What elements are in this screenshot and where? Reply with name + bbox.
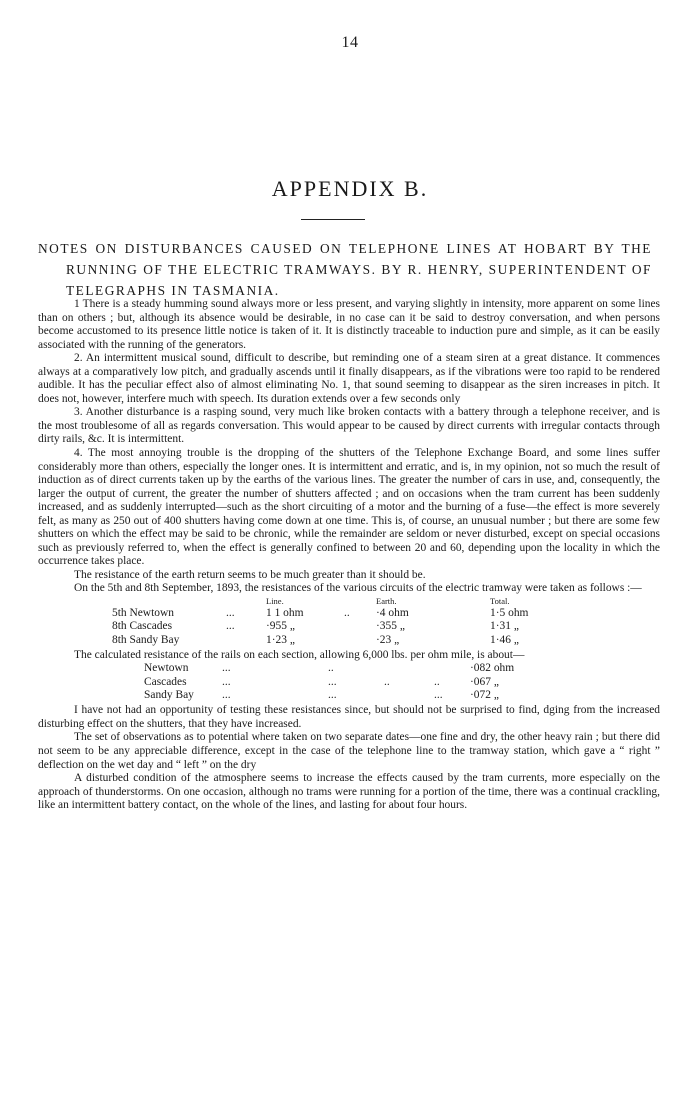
earth-resistance: ·23 „ — [376, 633, 400, 646]
rail-resistance: ·072 „ — [470, 689, 499, 702]
earth-column-header: Earth. — [376, 596, 397, 607]
leader-dots: .. — [434, 675, 440, 688]
table-row — [144, 676, 514, 689]
leader-dots: ... — [226, 607, 235, 620]
paragraph-5: The resistance of the earth return seems to be much greater than it should be. — [74, 568, 426, 581]
circuit-name: 5th Newtown — [112, 607, 174, 620]
section-name: Sandy Bay — [144, 689, 194, 702]
rail-resistance: ·067 „ — [470, 675, 499, 688]
rail-resistance: ·082 ohm — [470, 662, 515, 675]
section-name: Newtown — [144, 662, 189, 675]
leader-dots: ... — [434, 689, 443, 702]
leader-dots: ... — [226, 620, 235, 633]
total-resistance: 1·5 ohm — [490, 607, 529, 620]
leader-dots: ... — [222, 662, 231, 675]
line-resistance: 1·23 „ — [266, 633, 295, 646]
earth-resistance: ·4 ohm — [376, 607, 409, 620]
table-row — [112, 634, 570, 647]
paragraph-7: The calculated resistance of the rails on each section, allowing 6,000 lbs. per ohm mile, is about— — [74, 648, 525, 661]
title-divider — [301, 219, 365, 220]
document-body — [38, 298, 660, 813]
section-name: Cascades — [144, 675, 187, 688]
paragraph-9: The set of observations as to potential where taken on two separate dates—one fine and dry, the other heavy rain ; but there did not seem to be any appreciable difference, except in the case of the telephone line to the tramway station, which gave a “ right ” deflection on the wet day and “ left ” on the dry — [38, 731, 660, 771]
circuit-name: 8th Sandy Bay — [112, 633, 180, 646]
paragraph-1: 1 There is a steady humming sound always more or less present, and varying slightly in intensity, more apparent on some lines than on others ; but, although its absence would be desirable, in no case can it be said to destroy conversation, and when persons become accustomed to its presence little notice is taken of it. It is distinctly traceable to induction pure and simple, as it can be easily associated with the running of the generators. — [38, 298, 660, 351]
total-resistance: 1·31 „ — [490, 620, 519, 633]
leader-dots: ... — [328, 689, 337, 702]
circuit-name: 8th Cascades — [112, 620, 173, 633]
table-row — [144, 662, 514, 675]
earth-resistance: ·355 „ — [376, 620, 405, 633]
leader-dots: .. — [384, 675, 390, 688]
resistance-table-header — [112, 596, 570, 607]
paragraph-3: 3. Another disturbance is a rasping sound, very much like broken contacts with a battery through a telephone receiver, and is the most troublesome of all as regards conversation. This would appear to be caused by direct currents with irregular contacts through dirty rails, &c. It is intermittent. — [38, 406, 660, 446]
line-column-header: Line. — [266, 596, 284, 607]
table-row — [144, 689, 514, 702]
line-resistance: 1 1 ohm — [266, 607, 304, 620]
paragraph-6: On the 5th and 8th September, 1893, the resistances of the various circuits of the electric tramway were taken as follows :— — [74, 582, 642, 595]
leader-dots: ... — [222, 689, 231, 702]
rail-resistance-table — [144, 662, 514, 702]
paragraph-2: 2. An intermittent musical sound, difficult to describe, but reminding one of a steam siren at a great distance. It commences always at a comparatively low pitch, and gradually ascends until it finally disappears, as if the vibrations were too rapid to be rendered audible. It has the peculiar effect also of almost eliminating No. 1, that sound seeming to disappear as the siren increases in pitch. It does not, however, interfere much with speech. Its duration extends over a few seconds only — [38, 352, 660, 405]
table-row — [112, 607, 570, 620]
total-resistance: 1·46 „ — [490, 633, 519, 646]
leader-dots: .. — [328, 662, 334, 675]
resistance-table — [112, 596, 570, 647]
table-row — [112, 620, 570, 633]
line-resistance: ·955 „ — [266, 620, 295, 633]
leader-dots: ... — [222, 675, 231, 688]
paragraph-10: A disturbed condition of the atmosphere seems to increase the effects caused by the tram currents, more especially on the approach of thunderstorms. On one occasion, although no trams were running for a portion of the time, there was a continual crackling, like an intermittent battery contact, on the whole of the lines, and lasting for about four hours. — [38, 772, 660, 812]
leader-dots: .. — [344, 607, 350, 620]
leader-dots: ... — [328, 675, 337, 688]
page-number: 14 — [341, 34, 359, 51]
total-column-header: Total. — [490, 596, 510, 607]
document-heading: NOTES ON DISTURBANCES CAUSED ON TELEPHONE LINES AT HOBART BY THE RUNNING OF THE ELECTRIC TRAMWAYS. BY R. HENRY, SUPERINTENDENT OF TELEGRAPHS IN TASMANIA. — [38, 241, 652, 298]
appendix-title: APPENDIX B. — [271, 176, 429, 201]
paragraph-8: I have not had an opportunity of testing these resistances since, but should not be surprised to find, dging from the increased disturbing effect on the shutters, that they have increased. — [38, 704, 660, 730]
paragraph-4: 4. The most annoying trouble is the dropping of the shutters of the Telephone Exchange Board, and some lines suffer considerably more than others, especially the longer ones. It is intermittent and erratic, and is, in my opinion, not so much the result of induction as of direct currents taken up by the earths of the various lines. The greater the number of cars in use, and, consequently, the larger the output of current, the greater the number of shutters affected ; and on occasions when the tram current has been suddenly increased, and as suddenly interrupted—such as the short circuiting of a motor and the burning of a fuse—the effect is more severely felt, as many as 250 out of 400 shutters having come down at one time. This is, of course, an unusual number ; but there are some few shutters on which the effect may be said to be chronic, while the remainder are seldom or never disturbed, except on special occasions such as previously referred to, when the effect is generally confined to between 20 and 60, depending upon the locality in which the occurrence takes place. — [38, 447, 660, 568]
